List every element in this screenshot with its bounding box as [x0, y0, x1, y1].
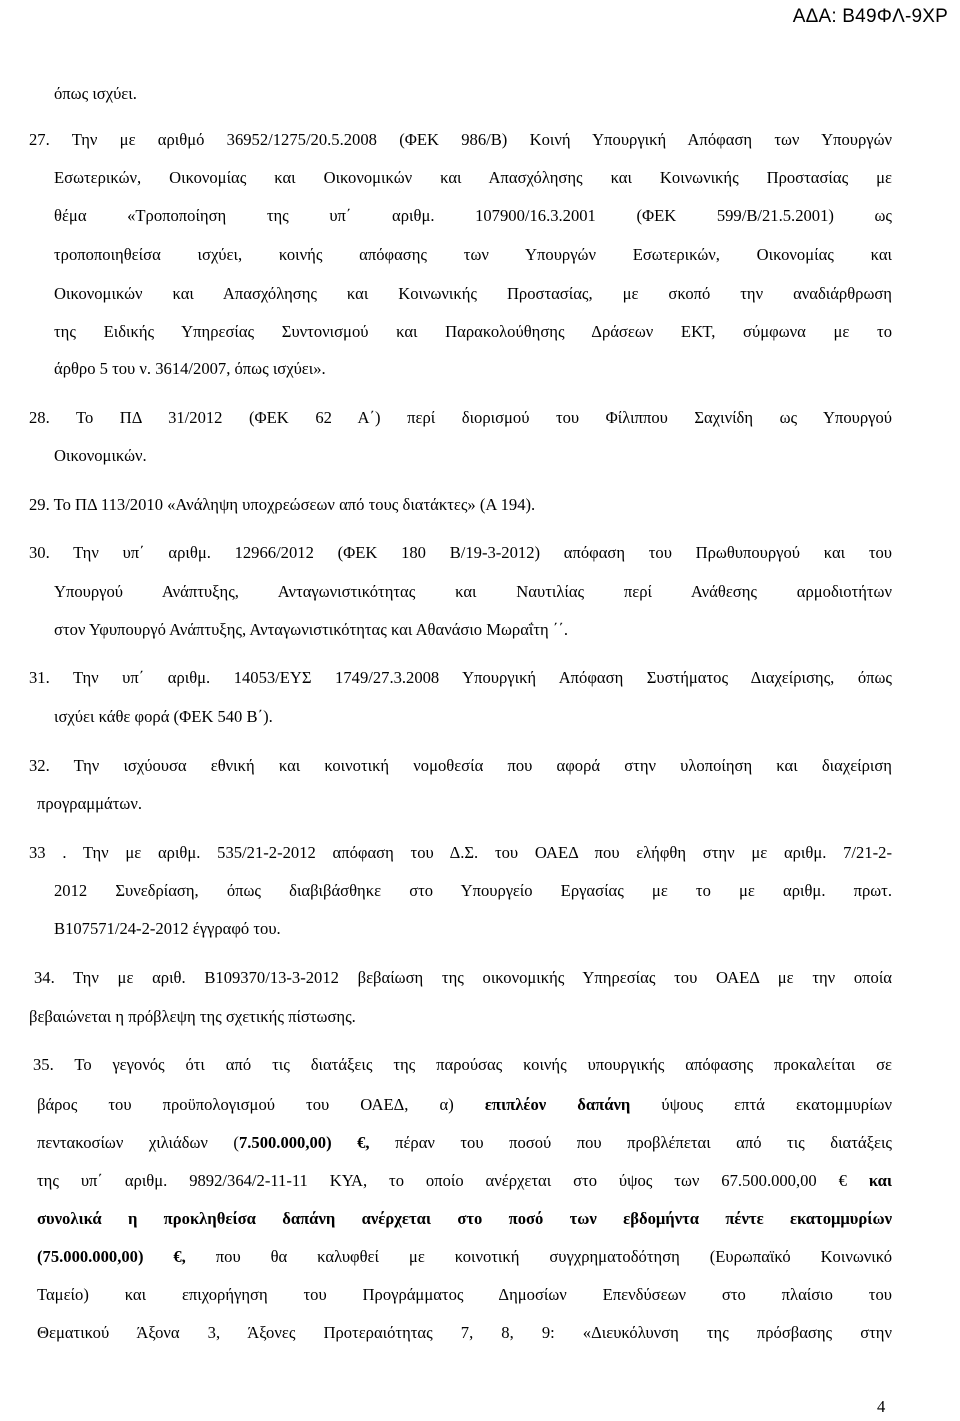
- item-33-line-1: 33 . Την με αριθμ. 535/21-2-2012 απόφαση του Δ.Σ. του ΟΑΕΔ που ελήφθη στην με αριθμ. 7/21-2-: [29, 843, 892, 862]
- item-31-line-1: 31. Την υπ΄ αριθμ. 14053/ΕΥΣ 1749/27.3.2008 Υπουργική Απόφαση Συστήματος Διαχείρισης, όπως: [29, 668, 892, 687]
- item-35-line-4-part-a: της υπ΄ αριθμ. 9892/364/2-11-11 ΚΥΑ, το οποίο ανέρχεται στο ύψος των 67.500.000,00 €: [37, 1171, 847, 1190]
- amount-7500000-bold: 7.500.000,00) €,: [238, 1133, 370, 1152]
- item-35-line-3-part-a: πεντακοσίων χιλιάδων (: [37, 1133, 239, 1152]
- item-27-line-4: τροποποιηθείσα ισχύει, κοινής απόφασης των Υπουργών Εσωτερικών, Οικονομίας και: [54, 245, 892, 264]
- item-35-line-3-part-c: πέραν του ποσού που προβλέπεται από τις διατάξεις: [395, 1133, 892, 1152]
- item-30-line-1: 30. Την υπ΄ αριθμ. 12966/2012 (ΦΕΚ 180 Β/19-3-2012) απόφαση του Πρωθυπουργού και του: [29, 543, 892, 562]
- amount-75000000-bold: (75.000.000,00) €,: [37, 1247, 186, 1266]
- item-28-line-1: 28. Το ΠΔ 31/2012 (ΦΕΚ 62 Α΄) περί διορισμού του Φίλιππου Σαχινίδη ως Υπουργού: [29, 408, 892, 427]
- additional-expense-bold: επιπλέον δαπάνη: [484, 1095, 631, 1114]
- item-32-line-2: προγραμμάτων.: [37, 794, 142, 813]
- item-27-line-6: της Ειδικής Υπηρεσίας Συντονισμού και Παρακολούθησης Δράσεων ΕΚΤ, σύμφωνα με το: [54, 322, 892, 341]
- item-27-line-1: 27. Την με αριθμό 36952/1275/20.5.2008 (ΦΕΚ 986/Β) Κοινή Υπουργική Απόφαση των Υπουργών: [29, 130, 892, 149]
- item-28-line-2: Οικονομικών.: [54, 446, 147, 465]
- item-27-line-5: Οικονομικών και Απασχόλησης και Κοινωνικής Προστασίας, με σκοπό την αναδιάρθρωση: [54, 284, 892, 303]
- item-35-line-1: 35. Το γεγονός ότι από τις διατάξεις της παρούσας κοινής υπουργικής απόφασης προκαλείται σε: [33, 1055, 892, 1074]
- item-35-line-7: Ταμείο) και επιχορήγηση του Προγράμματος Δημοσίων Επενδύσεων στο πλαίσιο του: [37, 1285, 892, 1304]
- and-bold: και: [868, 1171, 892, 1190]
- item-32-line-1: 32. Την ισχύουσα εθνική και κοινοτική νομοθεσία που αφορά στην υλοποίηση και διαχείριση: [29, 756, 892, 775]
- item-35-line-4: [37, 1170, 892, 1192]
- item-34-line-1: 34. Την με αριθ. Β109370/13-3-2012 βεβαίωση της οικονομικής Υπηρεσίας του ΟΑΕΔ με την οποία: [34, 968, 892, 987]
- item-35-line-2: [37, 1094, 892, 1116]
- item-35-line-3: [37, 1132, 892, 1154]
- item-35-line-2-part-c: ύψους επτά εκατομμυρίων: [661, 1095, 892, 1114]
- item-35-line-8: Θεματικού Άξονα 3, Άξονες Προτεραιότητας 7, 8, 9: «Διευκόλυνση της πρόσβασης στην: [37, 1323, 892, 1342]
- item-33-line-3: Β107571/24-2-2012 έγγραφό του.: [54, 919, 281, 938]
- item-27-line-2: Εσωτερικών, Οικονομίας και Οικονομικών και Απασχόλησης και Κοινωνικής Προστασίας με: [54, 168, 892, 187]
- ada-code: ΑΔΑ: Β49ΦΛ-9ΧΡ: [792, 6, 948, 27]
- page-number: 4: [877, 1397, 886, 1416]
- item-29-line-1: 29. Το ΠΔ 113/2010 «Ανάληψη υποχρεώσεων από τους διατάκτες» (Α 194).: [29, 495, 536, 514]
- item-30-line-3: στον Υφυπουργό Ανάπτυξης, Ανταγωνιστικότητας και Αθανάσιο Μωραΐτη ΄΄.: [54, 620, 569, 639]
- item-26-tail: όπως ισχύει.: [54, 84, 137, 103]
- item-31-line-2: ισχύει κάθε φορά (ΦΕΚ 540 Β΄).: [54, 707, 273, 726]
- item-27-line-3: θέμα «Τροποποίηση της υπ΄ αριθμ. 107900/16.3.2001 (ΦΕΚ 599/Β/21.5.2001) ως: [54, 206, 892, 225]
- item-27-line-7: άρθρο 5 του ν. 3614/2007, όπως ισχύει».: [54, 359, 326, 378]
- item-35-line-6: [37, 1246, 892, 1268]
- item-34-line-2: βεβαιώνεται η πρόβλεψη της σχετικής πίστωσης.: [29, 1007, 356, 1026]
- item-30-line-2: Υπουργού Ανάπτυξης, Ανταγωνιστικότητας και Ναυτιλίας περί Ανάθεσης αρμοδιοτήτων: [54, 582, 892, 601]
- item-35-line-2-part-a: βάρος του προϋπολογισμού του ΟΑΕΔ, α): [37, 1095, 454, 1114]
- item-33-line-2: 2012 Συνεδρίαση, όπως διαβιβάσθηκε στο Υπουργείο Εργασίας με το με αριθμ. πρωτ.: [54, 881, 892, 900]
- item-35-line-5: συνολικά η προκληθείσα δαπάνη ανέρχεται στο ποσό των εβδομήντα πέντε εκατομμυρίων: [37, 1209, 892, 1228]
- item-35-line-6-part-b: που θα καλυφθεί με κοινοτική συγχρηματοδότηση (Ευρωπαϊκό Κοινωνικό: [215, 1247, 893, 1266]
